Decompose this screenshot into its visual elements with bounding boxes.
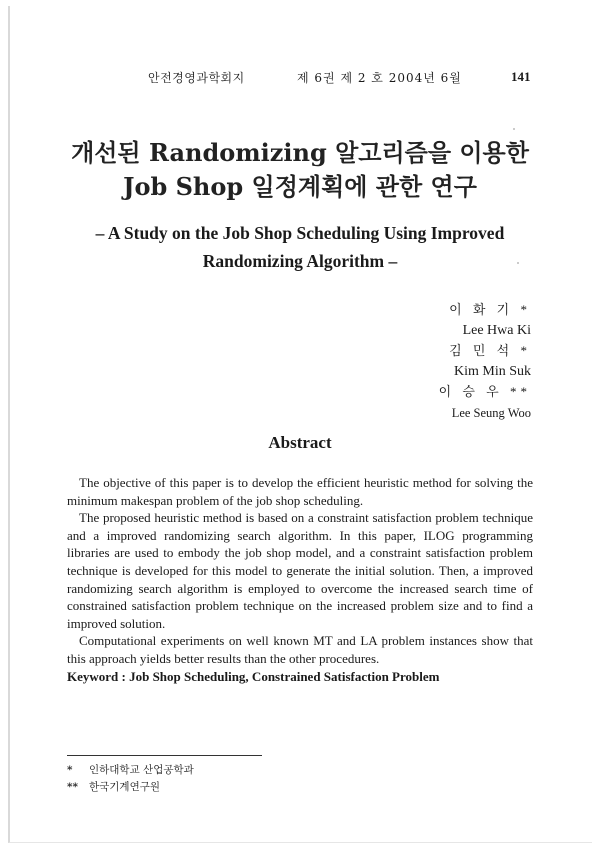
author-1-english: Lee Hwa Ki — [462, 322, 531, 338]
footnote-1 — [67, 762, 194, 779]
footnote-divider — [67, 755, 262, 756]
author-list — [439, 300, 531, 423]
footnote-2 — [67, 779, 194, 796]
footnote-1-mark: * — [67, 764, 73, 776]
korean-title-line-2: Job Shop 일정계획에 관한 연구 — [123, 172, 477, 201]
english-title-line-2: Randomizing Algorithm – — [202, 251, 398, 271]
scan-speck — [517, 262, 519, 264]
footnote-1-text: 인하대학교 산업공학과 — [89, 764, 194, 776]
abstract-body — [67, 474, 533, 685]
journal-name: 안전경영과학회지 — [148, 71, 245, 85]
footnote-2-text: 한국기계연구원 — [89, 781, 161, 793]
korean-title — [0, 136, 600, 204]
footnotes — [67, 762, 194, 796]
keywords: Keyword : Job Shop Scheduling, Constrained Satisfaction Problem — [67, 668, 440, 684]
abstract-paragraph-3: Computational experiments on well known MT and LA problem instances show that this approach yields better results than the other procedures. — [67, 633, 533, 666]
author-2-korean: 김 민 석 * — [449, 343, 531, 358]
author-2-english: Kim Min Suk — [453, 363, 531, 379]
abstract-paragraph-2: The proposed heuristic method is based on a constraint satisfaction problem technique and a improved randomizing search algorithm. In this paper, ILOG programming libraries are used to embody the job shop model, and a constraint satisfaction problem technique is developed for this model to generate the initial solution. Then, a improved randomizing search algorithm is employed to overcome the increased search time of constrained satisfaction problem technique on the increased problem size and to find a improved solution. — [67, 510, 533, 631]
english-title — [0, 219, 600, 275]
korean-title-line-1: 개선된 Randomizing 알고리즘을 이용한 — [71, 138, 529, 167]
english-title-line-1: – A Study on the Job Shop Scheduling Using Improved — [95, 223, 505, 243]
footnote-2-mark: ** — [67, 781, 78, 793]
page-number: 141 — [511, 69, 531, 84]
scan-speck — [513, 128, 515, 130]
author-1-korean: 이 화 기 * — [449, 302, 531, 317]
abstract-heading: Abstract — [268, 433, 332, 452]
page-frame — [8, 6, 592, 843]
running-header — [0, 69, 600, 89]
issue-info: 제 6권 제 2 호 2004년 6월 — [297, 71, 462, 85]
abstract-paragraph-1: The objective of this paper is to develop the efficient heuristic method for solving the minimum makespan problem of the job shop scheduling. — [67, 475, 533, 508]
author-3-korean: 이 승 우 ** — [438, 384, 531, 399]
author-3-english: Lee Seung Woo — [451, 405, 531, 420]
